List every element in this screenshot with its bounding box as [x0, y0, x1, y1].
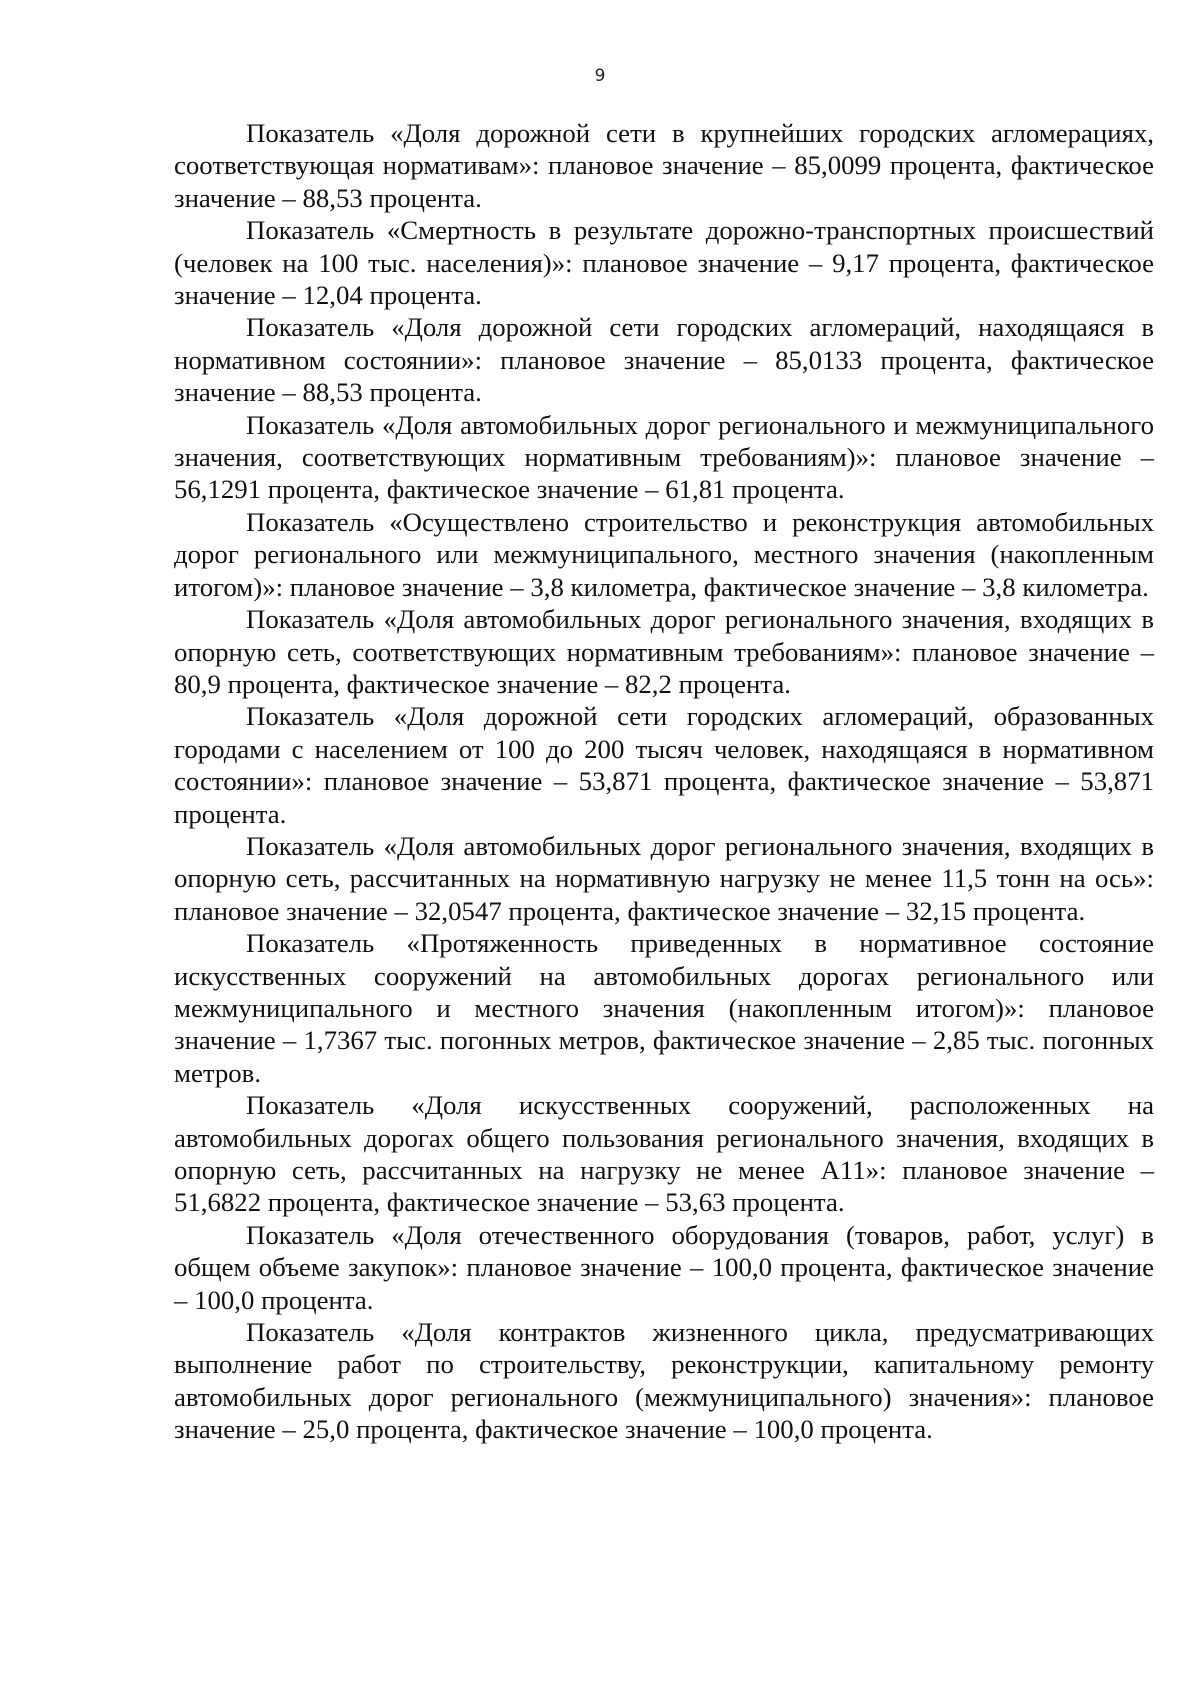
- paragraph: Показатель «Доля автомобильных дорог регионального значения, входящих в опорную сеть, рассчитанных на нормативную нагрузку не менее 11,5 тонн на ось»: плановое значение – 32,0547 процента, фактическое значение – 32,15 процента.: [174, 830, 1154, 926]
- page-number: 9: [594, 66, 606, 86]
- paragraph: Показатель «Протяженность приведенных в нормативное состояние искусственных сооружений на автомобильных дорогах регионального или межмуниципального и местного значения (накопленным итогом)»: плановое значение – 1,7367 тыс. погонных метров, фактическое значение – 2,85 тыс. погонных метров.: [174, 928, 1154, 1088]
- paragraph: Показатель «Доля дорожной сети в крупнейших городских агломерациях, соответствующая нормативам»: плановое значение – 85,0099 процента, фактическое значение – 88,53 процента.: [174, 118, 1154, 213]
- paragraph: Показатель «Доля дорожной сети городских агломераций, образованных городами с населением от 100 до 200 тысяч человек, находящаяся в нормативном состоянии»: плановое значение – 53,871 процента, фактическое значение – 53,871 процента.: [174, 701, 1154, 829]
- paragraph: Показатель «Смертность в результате дорожно-транспортных происшествий (человек на 100 тыс. населения)»: плановое значение – 9,17 процента, фактическое значение – 12,04 процента.: [174, 215, 1154, 311]
- paragraph: Показатель «Осуществлено строительство и реконструкция автомобильных дорог регионального или межмуниципального, местного значения (накопленным итогом)»: плановое значение – 3,8 километра, фактическое значение – 3,8 километра.: [174, 506, 1154, 602]
- paragraph: Показатель «Доля дорожной сети городских агломераций, находящаяся в нормативном состоянии»: плановое значение – 85,0133 процента, фактическое значение – 88,53 процента.: [174, 312, 1154, 408]
- paragraph: Показатель «Доля контрактов жизненного цикла, предусматривающих выполнение работ по строительству, реконструкции, капитальному ремонту автомобильных дорог регионального (межмуниципального) значения»: плановое значение – 25,0 процента, фактическое значение – 100,0 процента.: [174, 1317, 1154, 1445]
- paragraph: Показатель «Доля автомобильных дорог регионального и межмуниципального значения, соответствующих нормативным требованиям)»: плановое значение – 56,1291 процента, фактическое значение – 61,81 процента.: [174, 409, 1154, 505]
- document-body: [174, 117, 1154, 1446]
- paragraph: Показатель «Доля искусственных сооружений, расположенных на автомобильных дорогах общего пользования регионального значения, входящих в опорную сеть, рассчитанных на нагрузку не менее А11»: плановое значение – 51,6822 процента, фактическое значение – 53,63 процента.: [174, 1090, 1154, 1218]
- paragraph: Показатель «Доля автомобильных дорог регионального значения, входящих в опорную сеть, соответствующих нормативным требованиям»: плановое значение – 80,9 процента, фактическое значение – 82,2 процента.: [174, 604, 1154, 699]
- paragraph: Показатель «Доля отечественного оборудования (товаров, работ, услуг) в общем объеме закупок»: плановое значение – 100,0 процента, фактическое значение – 100,0 процента.: [174, 1219, 1154, 1315]
